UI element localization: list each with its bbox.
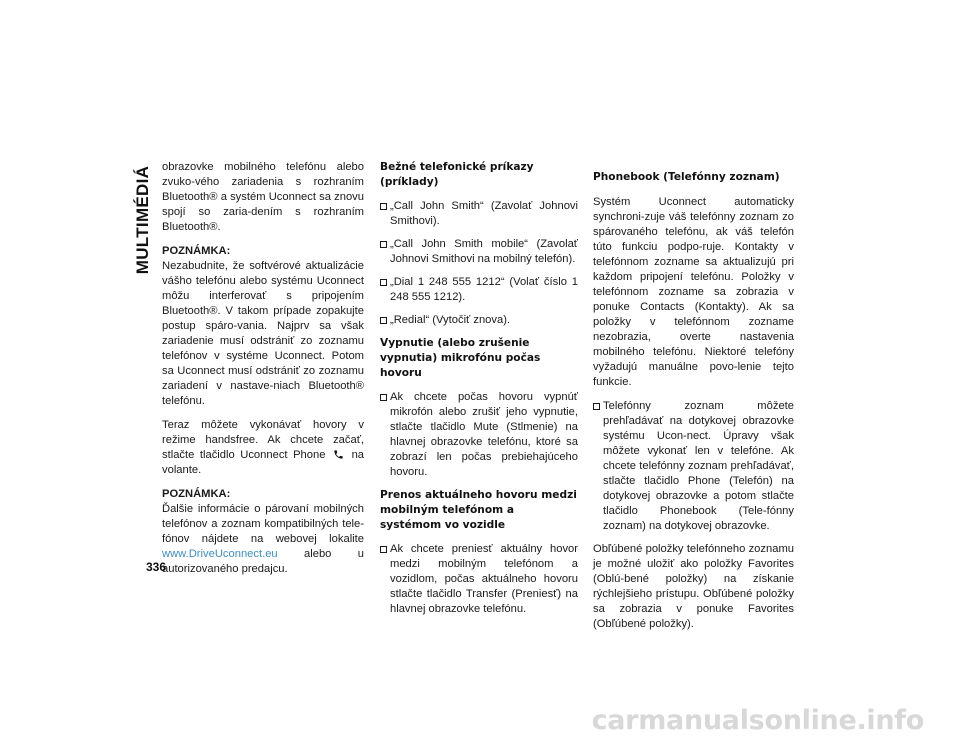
list-item: „Redial“ (Vytočiť znova). xyxy=(380,313,578,328)
note xyxy=(162,487,364,577)
watermark: carmanualsonline.info xyxy=(591,705,924,736)
list-item: Ak chcete počas hovoru vypnúť mikrofón alebo zrušiť jeho vypnutie, stlačte tlačidlo Mute (Stlmenie) na hlavnej obrazovke telefónu, ktoré sa zobrazí len počas prebiehajúceho hovoru. xyxy=(380,390,578,480)
list-item: „Call John Smith“ (Zavolať Johnovi Smithovi). xyxy=(380,199,578,229)
note-title: POZNÁMKA: xyxy=(162,245,231,257)
list-item: „Dial 1 248 555 1212“ (Volať číslo 1 248 555 1212). xyxy=(380,275,578,305)
paragraph: obrazovke mobilného telefónu alebo zvuko-vého zariadenia s rozhraním Bluetooth® a systém Uconnect sa znovu spojí so zaria-dením s rozhraním Bluetooth®. xyxy=(162,161,364,233)
section-tab-label: MULTIMÉDIÁ xyxy=(133,165,153,275)
note xyxy=(162,244,364,409)
mute-list xyxy=(380,390,578,480)
note-text: Nezabudnite, že softvérové aktualizácie vášho telefónu alebo systému Uconnect môžu interferovať s pripojením Bluetooth®. V takom prípade zopakujte postup spáro-vania. Najprv sa však zariadenie musí odstrániť zo zoznamu telefónov v systéme Uconnect. Potom sa Uconnect musí odstrániť zo zoznamu zariadení v nastave-niach Bluetooth® telefónu. xyxy=(162,260,364,407)
column-middle xyxy=(380,160,578,625)
note-text: Ďalšie informácie o párovaní mobilných telefónov a zoznam kompatibilných tele-fónov nájdete na webovej lokalite xyxy=(162,503,364,545)
list-item: Telefónny zoznam môžete prehľadávať na dotykovej obrazovke systému Ucon-nect. Úpravy však môžete vykonať len v telefóne. Ak chcete telefónny zoznam prehľadávať, stlačte tlačidlo Phone (Telefón) na dotykovej obrazovke a potom stlačte tlačidlo Phonebook (Tele-fónny zoznam) na dotykovej obrazovke. xyxy=(593,399,794,534)
column-left xyxy=(162,160,364,586)
note-title: POZNÁMKA: xyxy=(162,488,231,500)
website-link[interactable]: www.DriveUconnect.eu xyxy=(162,548,278,560)
section-heading: Phonebook (Telefónny zoznam) xyxy=(593,171,780,183)
list-item: Ak chcete preniesť aktuálny hovor medzi mobilným telefónom a vozidlom, počas aktuálneho hovoru stlačte tlačidlo Transfer (Preniesť) na hlavnej obrazovke telefónu. xyxy=(380,542,578,617)
note-text: alebo u autorizovaného predajcu. xyxy=(162,548,364,575)
section-heading: Vypnutie (alebo zrušenie vypnutia) mikrofónu počas hovoru xyxy=(380,337,541,379)
command-list xyxy=(380,199,578,328)
phonebook-list xyxy=(593,399,794,534)
paragraph-text: na volante. xyxy=(162,449,365,476)
paragraph: Obľúbené položky telefónneho zoznamu je možné uložiť ako položky Favorites (Oblú-bené položky) na získanie rýchlejšieho prístupu. Obľúbené položky sa zobrazia v ponuke Favorites (Obľúbené položky). xyxy=(593,543,794,630)
section-heading: Prenos aktuálneho hovoru medzi mobilným telefónom a systémom vo vozidle xyxy=(380,489,577,531)
section-heading: Bežné telefonické príkazy (príklady) xyxy=(380,161,534,188)
transfer-list xyxy=(380,542,578,617)
list-item: „Call John Smith mobile“ (Zavolať Johnovi Smithovi na mobilný telefón). xyxy=(380,237,578,267)
phone-icon xyxy=(333,449,344,460)
paragraph: Systém Uconnect automaticky synchroni-zuje váš telefónny zoznam zo spárovaného telefónu, ak váš telefón túto funkciu podpo-ruje. Kontakty v telefónnom zozname sa aktualizujú pri každom pripojení telefónu. Položky v telefónnom zozname sa zobrazia v ponuke Contacts (Kontakty). Ak sa položky v telefónnom zozname nezobrazia, overte nastavenia mobilného telefónu. Niektoré telefóny vyžadujú manuálne povo-lenie tejto funkcie. xyxy=(593,196,794,388)
paragraph-text: Teraz môžete vykonávať hovory v režime handsfree. Ak chcete začať, stlačte tlačidlo Uconnect Phone xyxy=(162,419,364,461)
page-number: 336 xyxy=(146,560,167,574)
section-tab xyxy=(126,160,160,280)
paragraph xyxy=(162,418,364,478)
column-right xyxy=(593,160,794,641)
